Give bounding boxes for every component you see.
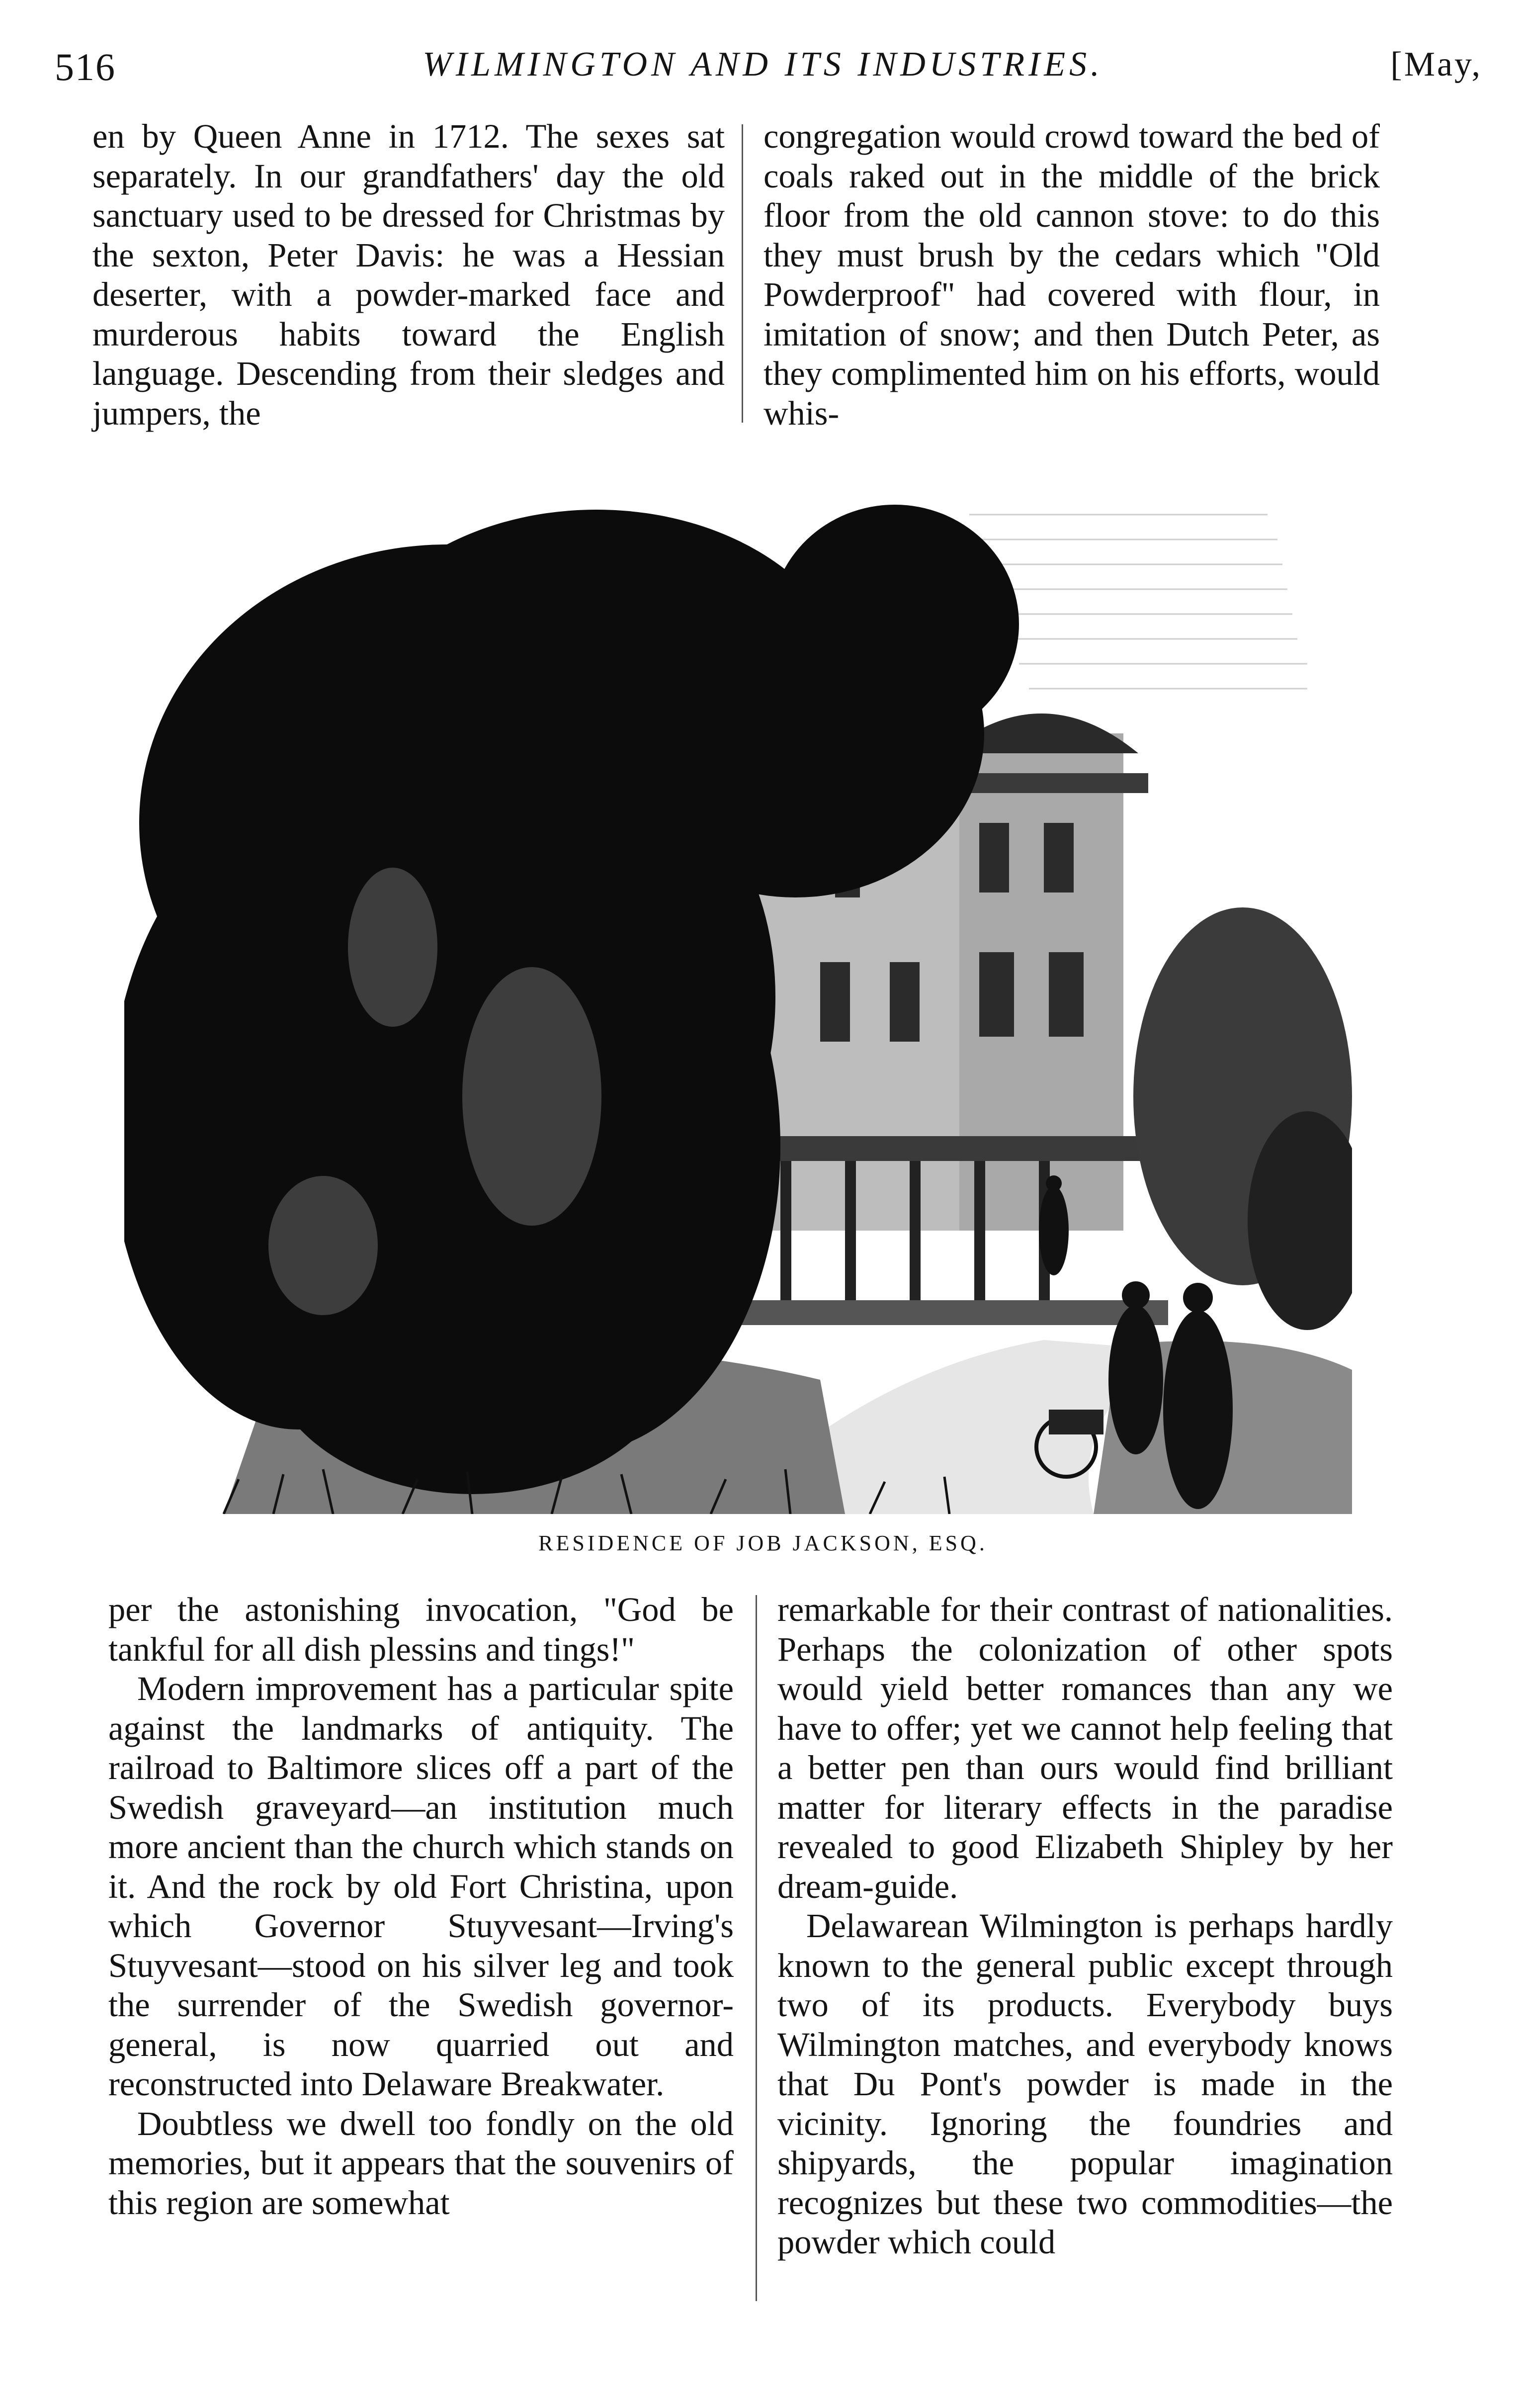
paragraph: per the astonishing invocation, "God be tankful for all dish plessins and tings!" (108, 1591, 734, 1668)
page-number: 516 (55, 45, 116, 89)
paragraph: en by Queen Anne in 1712. The sexes sat separately. In our grandfathers' day the old sanctuary used to be dressed for Christmas by the sexton, Peter Davis: he was a Hessian deserter, with a powder-marked face and murderous habits toward the English language. Descending from their sledges and jumpers, the (92, 117, 725, 432)
paragraph: Doubtless we dwell too fondly on the old memories, but it appears that the souvenirs of this region are somewhat (108, 2104, 734, 2222)
paragraph: Modern improvement has a particular spite against the landmarks of antiquity. The railroad to Baltimore slices off a part of the Swedish graveyard—an institution much more ancient than the church which stands on it. And the rock by old Fort Christina, upon which Governor Stuyvesant—Irving's Stuyvesant—stood on his silver leg and took the surrender of the Swedish governor-general, is now quarried out and reconstructed into Delaware Breakwater. (108, 1670, 734, 2103)
column-rule (742, 124, 743, 423)
top-left-column (92, 117, 725, 445)
engraving-drawing (124, 475, 1352, 1514)
bottom-right-column (777, 1590, 1393, 2311)
bottom-left-column (108, 1590, 734, 2311)
paragraph: Delawarean Wilmington is perhaps hardly known to the general public except through two of its products. Everybody buys Wilmington matches, and everybody knows that Du Pont's powder is made in the vicinity. Ignoring the foundries and shipyards, the popular imagination recognizes but these two commodities—the powder which could (777, 1907, 1393, 2261)
running-header (0, 45, 1526, 104)
illustration-caption: RESIDENCE OF JOB JACKSON, ESQ. (538, 1531, 988, 1555)
paragraph: congregation would crowd toward the bed of coals raked out in the middle of the brick floor from the old cannon stove: to do this they must brush by the cedars which "Old Powderproof" had covered with flour, in imitation of snow; and then Dutch Peter, as they complimented him on his efforts, would whis- (763, 117, 1380, 432)
column-rule (756, 1595, 757, 2301)
paragraph: remarkable for their contrast of nationalities. Perhaps the colonization of other spots would yield better romances than any we have to offer; yet we cannot help feeling that a better pen than ours would find brilliant matter for literary effects in the paradise revealed to good Elizabeth Shipley by her dream-guide. (777, 1591, 1393, 1905)
running-title: WILMINGTON AND ITS INDUSTRIES. (423, 45, 1103, 84)
top-right-column (763, 117, 1380, 445)
engraving-residence (124, 475, 1352, 1514)
issue-month: [May, (1390, 45, 1482, 84)
